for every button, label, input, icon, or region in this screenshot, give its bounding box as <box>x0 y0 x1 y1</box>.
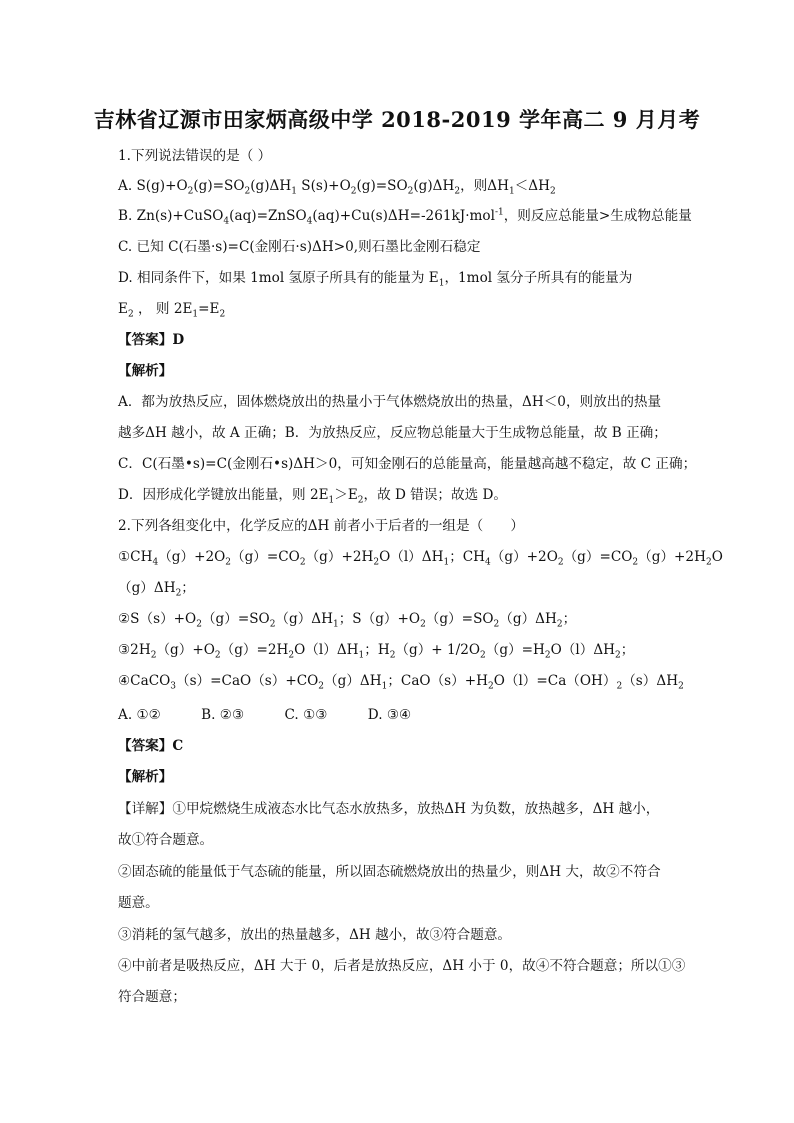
formula-index: 2 <box>420 619 426 630</box>
q1-analysis-line: C．C(石墨•s)=C(金刚石•s)ΔH＞0，可知金刚石的总能量高，能量越高越不稳定，故 C 正确； <box>118 456 697 472</box>
q2-stem: 2.下列各组变化中，化学反应的ΔH 前者小于后者的一组是（ ） <box>118 518 524 534</box>
text-segment: ；S（g）+O <box>338 611 421 627</box>
text-segment: B. Zn(s)+CuSO <box>118 208 224 224</box>
formula-index: 2 <box>299 557 306 568</box>
text-segment: (aq)=ZnSO <box>229 208 307 224</box>
formula-index: 1 <box>332 619 339 630</box>
text-segment: ； <box>562 611 577 627</box>
formula-index: 1 <box>291 186 297 197</box>
formula-index: 1 <box>443 557 450 568</box>
formula-index: 2 <box>269 619 276 630</box>
formula-index: 2 <box>244 186 251 197</box>
q2-option-d: D. ③④ <box>367 707 412 723</box>
text-segment: （g）=CO <box>231 549 300 565</box>
q2-answer: 【答案】C <box>118 738 184 754</box>
formula-index: 2 <box>150 650 157 661</box>
text-segment: ， 则 2E <box>133 301 193 317</box>
q2-item-1 <box>118 547 723 567</box>
formula-index: 2 <box>196 619 202 630</box>
q1-analysis-heading: 【解析】 <box>118 363 173 379</box>
text-segment: ＜ΔH <box>514 178 550 194</box>
text-segment: ；H <box>364 642 390 658</box>
text-segment: （g）+O <box>156 642 215 658</box>
text-segment: O（l）ΔH <box>379 549 444 565</box>
formula-index: 2 <box>544 650 551 661</box>
text-segment: D．因形成化学键放出能量，则 2E <box>118 487 329 503</box>
text-segment: ＞E <box>334 487 358 503</box>
text-segment: （g）+2H <box>305 549 374 565</box>
formula-index: 2 <box>127 309 134 320</box>
formula-index: 4 <box>485 557 491 568</box>
q2-detail-line: ④中前者是吸热反应，ΔH 大于 0，后者是放热反应，ΔH 小于 0，故④不符合题意；所以①③ <box>118 958 686 974</box>
q2-option-c: C. ①③ <box>284 707 328 723</box>
text-segment: ； <box>181 580 195 596</box>
formula-index: 2 <box>350 186 357 197</box>
formula-index: 1 <box>192 309 199 320</box>
text-segment: ，则ΔH <box>460 178 509 194</box>
formula-index: 2 <box>357 495 364 506</box>
q2-detail-line: 符合题意； <box>118 989 186 1005</box>
formula-index: 4 <box>223 216 230 227</box>
formula-index: 2 <box>373 557 380 568</box>
formula-index: 1 <box>508 186 515 197</box>
formula-index: 4 <box>152 557 159 568</box>
formula-index: 2 <box>219 309 226 320</box>
formula-index: 1 <box>438 278 445 289</box>
q2-detail-line: ②固态硫的能量低于气态硫的能量，所以固态硫燃烧放出的热量少，则ΔH 大，故②不符合 <box>118 864 661 880</box>
text-segment: O（l）=Ca（OH） <box>493 673 617 689</box>
formula-index: 2 <box>480 650 486 661</box>
formula-index: 2 <box>187 186 194 197</box>
text-segment: ④CaCO <box>118 673 171 689</box>
q1-option-d-line1 <box>118 268 632 288</box>
text-segment: （g）+2O <box>158 549 226 565</box>
text-segment: （g）ΔH <box>118 580 176 596</box>
formula-index: 2 <box>678 681 684 692</box>
formula-index: -1 <box>494 207 504 218</box>
q2-item-2 <box>118 609 576 629</box>
text-segment: ，则反应总能量>生成物总能量 <box>503 208 692 224</box>
text-segment: ；CH <box>449 549 486 565</box>
formula-index: 2 <box>214 650 221 661</box>
text-segment: =E <box>198 301 220 317</box>
text-segment: （g）+2H <box>638 549 706 565</box>
text-segment: O（l）ΔH <box>550 642 616 658</box>
formula-index: 2 <box>318 681 325 692</box>
text-segment: （g）=SO <box>201 611 270 627</box>
text-segment: A. S(g)+O <box>118 178 188 194</box>
text-segment: ③2H <box>118 642 151 658</box>
formula-index: 2 <box>549 186 556 197</box>
text-segment: （g）=2H <box>220 642 289 658</box>
q1-analysis-line: 越多ΔH 越小，故 A 正确；B．为放热反应，反应物总能量大于生成物总能量，故 B 正确； <box>118 425 667 441</box>
q2-detail-line: ③消耗的氢气越多，放出的热量越多，ΔH 越小，故③符合题意。 <box>118 927 512 943</box>
text-segment: （g）ΔH <box>324 673 382 689</box>
formula-index: 2 <box>705 557 712 568</box>
q1-stem: 1.下列说法错误的是（ ） <box>118 148 272 164</box>
text-segment: （g）=H <box>485 642 545 658</box>
text-segment: ，1mol 氢分子所具有的能量为 <box>444 270 633 286</box>
q1-analysis-line <box>118 485 507 505</box>
text-segment: ①CH <box>118 549 153 565</box>
q2-detail-line: 题意。 <box>118 895 159 911</box>
q2-option-b: B. ②③ <box>201 707 245 723</box>
text-segment: D. 相同条件下，如果 1mol 氢原子所具有的能量为 E <box>118 270 439 286</box>
text-segment: （s）=CaO（s）+CO <box>175 673 319 689</box>
text-segment: O <box>711 549 723 565</box>
q2-detail-line: 故①符合题意。 <box>118 832 214 848</box>
text-segment: (g)=SO <box>356 178 408 194</box>
formula-index: 3 <box>170 681 176 692</box>
formula-index: 2 <box>557 557 564 568</box>
formula-index: 2 <box>556 619 563 630</box>
q1-option-d-line2 <box>118 299 225 319</box>
formula-index: 1 <box>381 681 388 692</box>
q2-option-a: A. ①② <box>118 707 161 723</box>
text-segment: （s）ΔH <box>622 673 679 689</box>
text-segment: ；CaO（s）+H <box>387 673 488 689</box>
text-segment: （g）ΔH <box>499 611 557 627</box>
formula-index: 2 <box>288 650 295 661</box>
q2-item-4 <box>118 671 684 691</box>
formula-index: 2 <box>493 619 500 630</box>
formula-index: 2 <box>389 650 396 661</box>
q1-answer: 【答案】D <box>118 332 185 348</box>
text-segment: (g)ΔH <box>250 178 292 194</box>
text-segment: ，故 D 错误；故选 D。 <box>363 487 508 503</box>
formula-index: 2 <box>616 681 623 692</box>
formula-index: 1 <box>358 650 365 661</box>
formula-index: 2 <box>407 186 414 197</box>
formula-index: 2 <box>225 557 231 568</box>
formula-index: 1 <box>328 495 335 506</box>
text-segment: E <box>118 301 128 317</box>
q1-option-c: C. 已知 C(石墨·s)=C(金刚石·s)ΔH>0,则石墨比金刚石稳定 <box>118 239 481 255</box>
formula-index: 2 <box>487 681 494 692</box>
q2-item-1-cont <box>118 578 195 598</box>
text-segment: ②S（s）+O <box>118 611 197 627</box>
text-segment: S(s)+O <box>296 178 351 194</box>
formula-index: 2 <box>175 588 182 599</box>
formula-index: 2 <box>454 186 461 197</box>
page-title: 吉林省辽源市田家炳高级中学 2018-2019 学年高二 9 月月考 <box>93 107 701 132</box>
text-segment: （g）ΔH <box>275 611 333 627</box>
text-segment: （g）=CO <box>563 549 633 565</box>
q2-options <box>118 705 447 725</box>
formula-index: 4 <box>306 216 313 227</box>
q2-detail-line: 【详解】①甲烷燃烧生成液态水比气态水放热多，放热ΔH 为负数，放热越多，ΔH 越小， <box>118 801 660 817</box>
text-segment: （g）=SO <box>425 611 494 627</box>
text-segment: O（l）ΔH <box>294 642 359 658</box>
text-segment: (g)=SO <box>193 178 245 194</box>
text-segment: (aq)+Cu(s)ΔH=-261kJ·mol <box>312 208 495 224</box>
q1-analysis-line: A．都为放热反应，固体燃烧放出的热量小于气体燃烧放出的热量，ΔH＜0，则放出的热量 <box>118 394 662 410</box>
text-segment: (g)ΔH <box>413 178 455 194</box>
text-segment: （g）+ 1/2O <box>395 642 481 658</box>
text-segment: （g）+2O <box>490 549 558 565</box>
q2-item-3 <box>118 640 634 660</box>
formula-index: 2 <box>632 557 639 568</box>
text-segment: ； <box>620 642 635 658</box>
formula-index: 2 <box>615 650 621 661</box>
q1-option-a <box>118 176 556 196</box>
q1-option-b <box>118 206 692 226</box>
q2-analysis-heading: 【解析】 <box>118 769 173 785</box>
